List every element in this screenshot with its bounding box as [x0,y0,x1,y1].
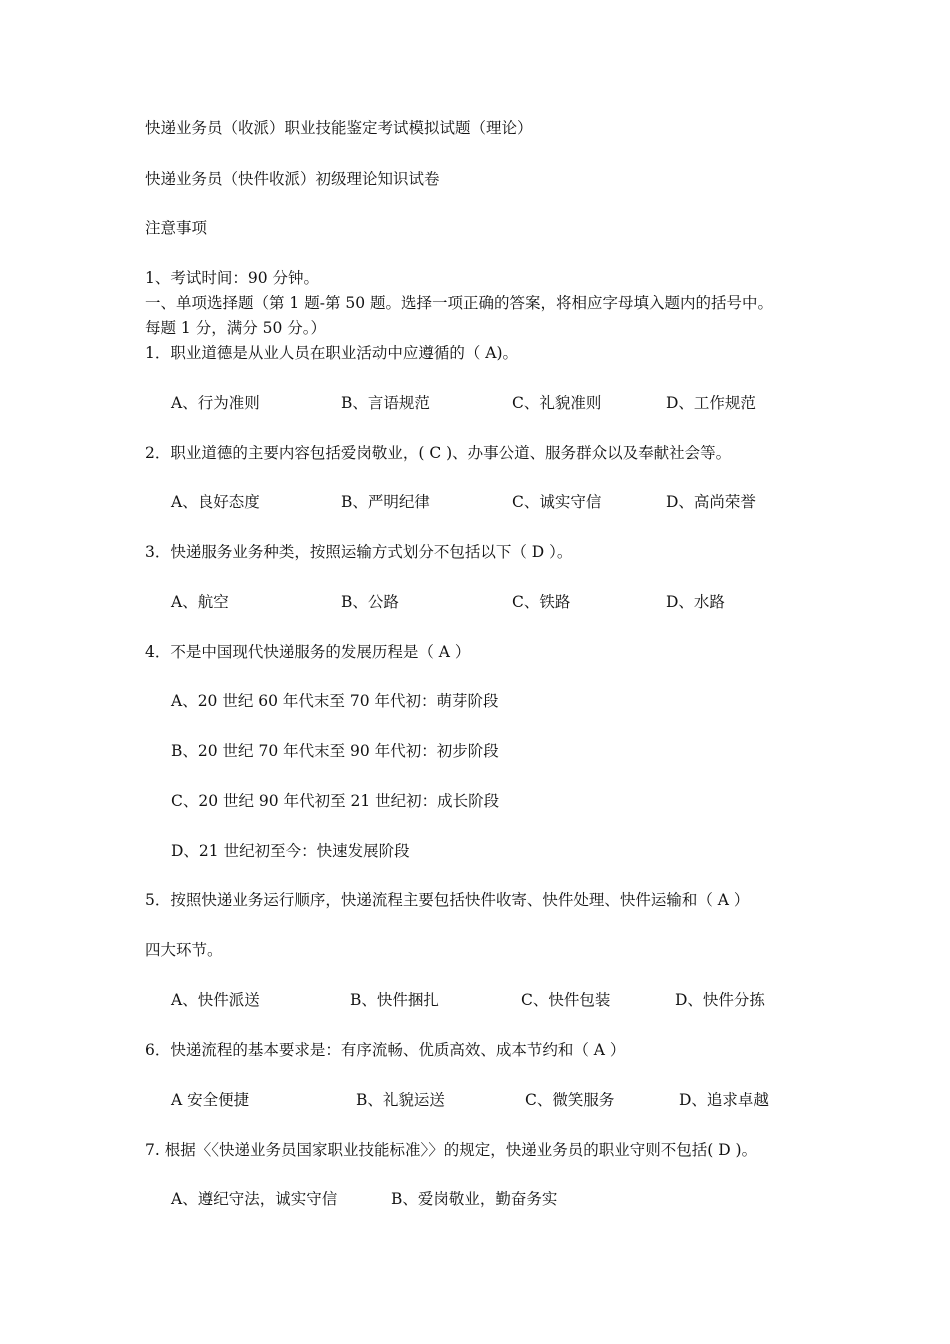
question-2-option-a: A、良好态度 [171,493,260,511]
question-6-option-b: B、礼貌运送 [356,1091,445,1109]
section-instructions-line2: 每题 1 分，满分 50 分。） [145,319,327,337]
question-2-option-b: B、严明纪律 [341,493,430,511]
question-4-option-d: D、21 世纪初至今：快速发展阶段 [171,842,410,860]
question-1-stem: 1．职业道德是从业人员在职业活动中应遵循的（ A)。 [145,344,519,362]
document-title: 快递业务员（收派）职业技能鉴定考试模拟试题（理论） [145,119,533,137]
question-3-stem: 3．快递服务业务种类，按照运输方式划分不包括以下（ D ）。 [145,543,573,561]
question-1-option-d: D、工作规范 [666,394,756,412]
question-2-option-d: D、高尚荣誉 [666,493,756,511]
question-6-option-c: C、微笑服务 [525,1091,615,1109]
question-5-option-b: B、快件捆扎 [350,991,439,1009]
question-1-option-a: A、行为准则 [171,394,260,412]
question-6-stem: 6．快递流程的基本要求是：有序流畅、优质高效、成本节约和（ A ） [145,1041,626,1059]
question-5-stem: 5．按照快递业务运行顺序，快递流程主要包括快件收寄、快件处理、快件运输和（ A ） [145,891,750,909]
question-6-option-a: A 安全便捷 [171,1091,250,1109]
question-5-option-d: D、快件分拣 [675,991,765,1009]
question-7-option-b: B、爱岗敬业，勤奋务实 [391,1190,558,1208]
question-1-option-b: B、言语规范 [341,394,430,412]
question-3-option-b: B、公路 [341,593,399,611]
question-5-option-c: C、快件包装 [521,991,611,1009]
exam-time: 1、考试时间：90 分钟。 [145,269,320,287]
question-3-option-d: D、水路 [666,593,725,611]
notice-heading: 注意事项 [145,219,208,237]
question-4-option-c: C、20 世纪 90 年代初至 21 世纪初：成长阶段 [171,792,500,810]
question-6-option-d: D、追求卓越 [679,1091,769,1109]
section-instructions-line1: 一、单项选择题（第 1 题-第 50 题。选择一项正确的答案，将相应字母填入题内的括号中。 [145,294,774,312]
question-4-option-b: B、20 世纪 70 年代末至 90 年代初：初步阶段 [171,742,499,760]
question-2-option-c: C、诚实守信 [512,493,602,511]
question-2-stem: 2．职业道德的主要内容包括爱岗敬业，( C )、办事公道、服务群众以及奉献社会等。 [145,444,732,462]
question-4-option-a: A、20 世纪 60 年代末至 70 年代初：萌芽阶段 [171,692,499,710]
question-3-option-c: C、铁路 [512,593,571,611]
question-4-stem: 4．不是中国现代快递服务的发展历程是（ A ） [145,643,471,661]
question-5-stem-continued: 四大环节。 [145,941,223,959]
question-3-option-a: A、航空 [171,593,229,611]
question-7-option-a: A、遵纪守法，诚实守信 [171,1190,338,1208]
question-5-option-a: A、快件派送 [171,991,260,1009]
question-1-option-c: C、礼貌准则 [512,394,602,412]
question-7-stem: 7. 根据〈〈快递业务员国家职业技能标准〉〉的规定，快递业务员的职业守则不包括( D )。 [145,1141,758,1159]
document-subtitle: 快递业务员（快件收派）初级理论知识试卷 [145,170,440,188]
